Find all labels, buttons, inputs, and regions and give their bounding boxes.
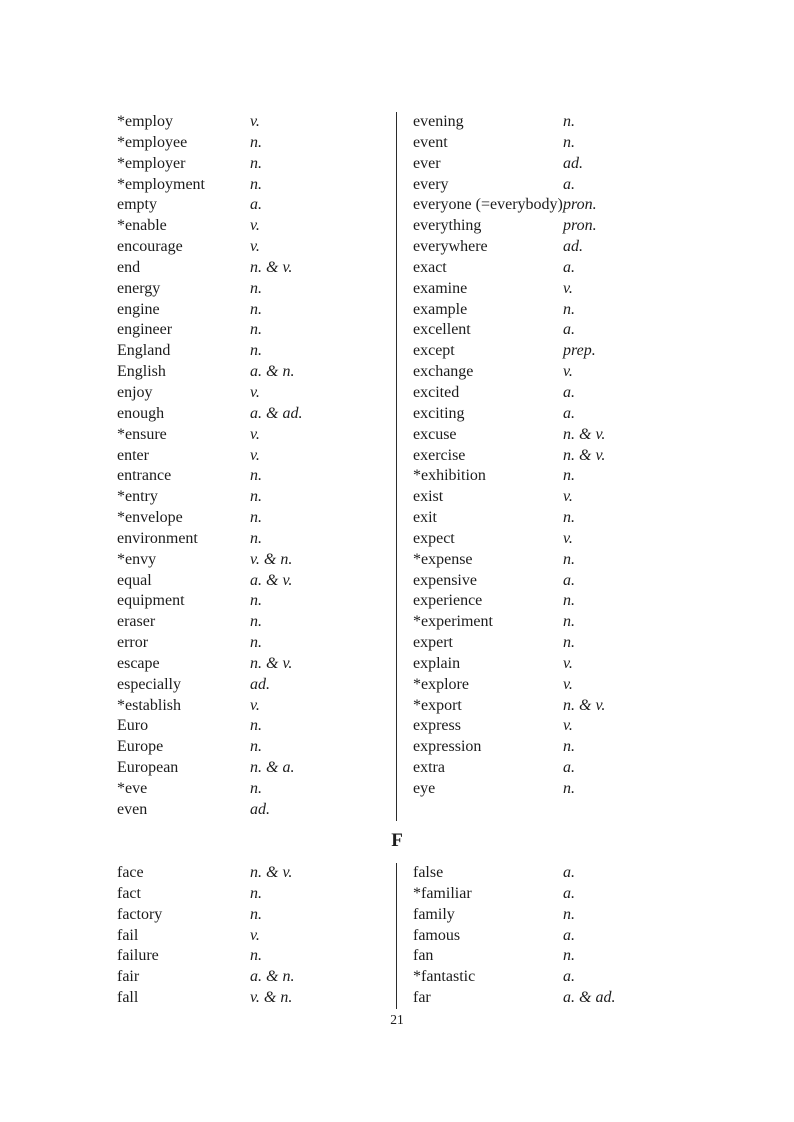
part-of-speech: a. [563,884,575,902]
part-of-speech: a. & ad. [250,404,303,422]
part-of-speech: n. [563,467,575,485]
part-of-speech: a. [563,404,575,422]
word: everywhere [413,238,488,256]
word-entry [0,300,396,321]
word-entry [397,404,794,425]
word: event [413,133,448,151]
word: failure [117,947,159,965]
part-of-speech: n. [563,509,575,527]
part-of-speech: n. [563,613,575,631]
word: *envelope [117,509,183,527]
part-of-speech: n. [250,884,262,902]
part-of-speech: n. [250,509,262,527]
word-entry [397,675,794,696]
word: exchange [413,363,474,381]
word-entry [397,550,794,571]
word: far [413,989,431,1007]
word-entry [397,779,794,800]
word: English [117,363,166,381]
word: family [413,905,455,923]
part-of-speech: v. [563,279,573,297]
word-entry [0,320,396,341]
word: *enable [117,217,167,235]
word-entry [0,633,396,654]
word-entry [0,758,396,779]
word-entry [0,800,396,821]
word-entry [397,591,794,612]
word-entry [0,466,396,487]
word-entry [0,737,396,758]
word: *employment [117,175,205,193]
word-entry [397,341,794,362]
left-column [0,863,396,1009]
word-entry [397,195,794,216]
word-entry [397,946,794,967]
word: fact [117,884,141,902]
word: famous [413,926,461,944]
word: *explore [413,675,469,693]
word-entry [397,988,794,1009]
part-of-speech: n. & v. [250,864,293,881]
word-entry [0,675,396,696]
part-of-speech: n. [250,467,262,485]
word-entry [397,612,794,633]
word-entry [397,362,794,383]
part-of-speech: n. [250,738,262,756]
part-of-speech: v. [563,529,573,547]
word-entry [0,654,396,675]
word-entry [0,716,396,737]
word-entry [0,591,396,612]
word: fan [413,947,434,965]
word-entry [397,112,794,133]
word: excited [413,383,460,401]
word: extra [413,759,445,777]
word-entry [397,737,794,758]
part-of-speech: a. [563,321,575,339]
word: express [413,717,461,735]
part-of-speech: v. [250,446,260,464]
vocab-section-e [0,112,794,821]
word: Europe [117,738,164,756]
part-of-speech: pron. [563,217,597,235]
word-entry [0,884,396,905]
word: exercise [413,446,466,464]
part-of-speech: a. [250,196,262,214]
part-of-speech: n. [250,300,262,318]
word-entry [397,926,794,947]
word: England [117,342,171,360]
part-of-speech: n. [563,634,575,652]
part-of-speech: n. [250,321,262,339]
part-of-speech: n. [563,947,575,965]
word-entry [0,446,396,467]
word-entry [0,487,396,508]
word: European [117,759,179,777]
part-of-speech: v. [563,654,573,672]
word-entry [0,237,396,258]
word-entry [397,529,794,550]
part-of-speech: pron. [563,196,597,214]
word: Euro [117,717,149,735]
part-of-speech: n. [563,592,575,610]
word: explain [413,654,461,672]
word: environment [117,529,198,547]
word: encourage [117,238,183,256]
word-entry [397,320,794,341]
word: false [413,864,444,881]
part-of-speech: n. & v. [250,258,293,276]
part-of-speech: v. [250,217,260,235]
page-number: 21 [390,1012,404,1027]
part-of-speech: n. [250,947,262,965]
word: enjoy [117,383,153,401]
part-of-speech: a. [563,383,575,401]
word: enough [117,404,165,422]
word-entry [0,779,396,800]
part-of-speech: ad. [563,154,583,172]
word: example [413,300,468,318]
word-entry [397,466,794,487]
word-entry [397,425,794,446]
word-entry [397,175,794,196]
part-of-speech: n. [250,342,262,360]
word-entry [0,133,396,154]
word-entry [0,258,396,279]
word: *employee [117,133,188,151]
word: every [413,175,449,193]
part-of-speech: n. [563,550,575,568]
word: empty [117,196,157,214]
part-of-speech: v. [563,488,573,506]
word: face [117,864,144,881]
word-entry [0,175,396,196]
word-entry [397,696,794,717]
word-entry [0,612,396,633]
part-of-speech: v. [250,238,260,256]
word: expect [413,529,455,547]
word-entry [397,133,794,154]
word: end [117,258,141,276]
part-of-speech: n. [250,175,262,193]
word-entry [397,216,794,237]
word: *export [413,696,462,714]
part-of-speech: v. [563,717,573,735]
section-heading-f: F [391,830,403,851]
word-entry [397,508,794,529]
word: *familiar [413,884,472,902]
vocab-section-f [0,863,794,1009]
word: equipment [117,592,185,610]
part-of-speech: v. & n. [250,550,293,568]
word: everyone (=everybody) [413,196,563,214]
word-entry [0,341,396,362]
word: error [117,634,149,652]
word: ever [413,154,441,172]
word: eraser [117,613,156,631]
word-entry [397,279,794,300]
part-of-speech: a. & ad. [563,989,616,1007]
word-entry [397,905,794,926]
part-of-speech: a. [563,864,575,881]
word: equal [117,571,152,589]
word: engineer [117,321,173,339]
part-of-speech: n. [250,592,262,610]
part-of-speech: v. [250,425,260,443]
part-of-speech: n. [250,905,262,923]
word-entry [397,383,794,404]
part-of-speech: v. [563,363,573,381]
part-of-speech: a. & v. [250,571,293,589]
word-entry [0,946,396,967]
part-of-speech: n. [250,613,262,631]
word-entry [0,571,396,592]
part-of-speech: n. [563,300,575,318]
word-entry [397,237,794,258]
word-entry [0,967,396,988]
word: enter [117,446,149,464]
word: excuse [413,425,457,443]
word: evening [413,113,464,130]
word-entry [397,758,794,779]
part-of-speech: n. [250,488,262,506]
part-of-speech: a. & n. [250,968,295,986]
word-entry [397,863,794,884]
word-entry [397,633,794,654]
word: eye [413,780,436,797]
word-entry [0,905,396,926]
right-column [397,863,794,1009]
word: examine [413,279,468,297]
left-column [0,112,396,821]
word: *envy [117,550,157,568]
word-entry [0,195,396,216]
part-of-speech: a. [563,258,575,276]
word: exact [413,258,447,276]
word: exit [413,509,437,527]
part-of-speech: n. & v. [563,425,606,443]
word-entry [0,529,396,550]
part-of-speech: n. [563,738,575,756]
part-of-speech: n. [563,905,575,923]
part-of-speech: ad. [563,238,583,256]
part-of-speech: n. [563,113,575,130]
word: *establish [117,696,181,714]
word: exciting [413,404,465,422]
word-entry [397,300,794,321]
part-of-speech: a. [563,571,575,589]
word: *eve [117,780,148,797]
word-entry [0,926,396,947]
word: *exhibition [413,467,486,485]
word: engine [117,300,160,318]
word: expert [413,634,453,652]
part-of-speech: n. [563,780,575,797]
part-of-speech: a. [563,759,575,777]
word-entry [397,716,794,737]
word: *experiment [413,613,493,631]
part-of-speech: n. & v. [563,446,606,464]
word: especially [117,675,181,693]
part-of-speech: ad. [250,800,270,818]
part-of-speech: v. & n. [250,989,293,1007]
word: *employ [117,113,173,130]
word-entry [0,550,396,571]
word-entry [397,446,794,467]
word-entry [0,362,396,383]
word-entry [0,112,396,133]
word-entry [0,696,396,717]
word-entry [0,383,396,404]
part-of-speech: n. [250,634,262,652]
part-of-speech: n. [250,154,262,172]
word: *entry [117,488,158,506]
part-of-speech: v. [250,926,260,944]
word: *ensure [117,425,167,443]
part-of-speech: n. & v. [563,696,606,714]
word-entry [0,508,396,529]
word-entry [397,967,794,988]
word: *employer [117,154,186,172]
word-entry [397,884,794,905]
word: expensive [413,571,477,589]
part-of-speech: v. [250,113,260,130]
word: expression [413,738,482,756]
part-of-speech: a. [563,968,575,986]
part-of-speech: n. & v. [250,654,293,672]
word-entry [0,154,396,175]
word-entry [397,154,794,175]
word-entry [0,279,396,300]
part-of-speech: v. [250,696,260,714]
word: exist [413,488,444,506]
part-of-speech: ad. [250,675,270,693]
word: even [117,800,148,818]
word: *expense [413,550,473,568]
part-of-speech: prep. [563,342,596,360]
part-of-speech: v. [563,675,573,693]
word: *fantastic [413,968,476,986]
part-of-speech: n. [250,529,262,547]
right-column [397,112,794,821]
word: fail [117,926,139,944]
word-entry [0,216,396,237]
part-of-speech: n. & a. [250,759,295,777]
word: everything [413,217,482,235]
word: except [413,342,455,360]
word: escape [117,654,160,672]
word: entrance [117,467,172,485]
word-entry [0,863,396,884]
word: experience [413,592,483,610]
word: factory [117,905,163,923]
word: fall [117,989,139,1007]
part-of-speech: n. [250,717,262,735]
word: excellent [413,321,471,339]
word: energy [117,279,161,297]
word-entry [0,404,396,425]
part-of-speech: n. [563,133,575,151]
word-entry [397,258,794,279]
word-entry [397,571,794,592]
part-of-speech: a. & n. [250,363,295,381]
part-of-speech: v. [250,383,260,401]
word-entry [0,425,396,446]
word: fair [117,968,140,986]
part-of-speech: a. [563,175,575,193]
word-entry [397,654,794,675]
part-of-speech: n. [250,133,262,151]
part-of-speech: n. [250,780,262,797]
part-of-speech: n. [250,279,262,297]
word-entry [0,988,396,1009]
part-of-speech: a. [563,926,575,944]
word-entry [397,487,794,508]
